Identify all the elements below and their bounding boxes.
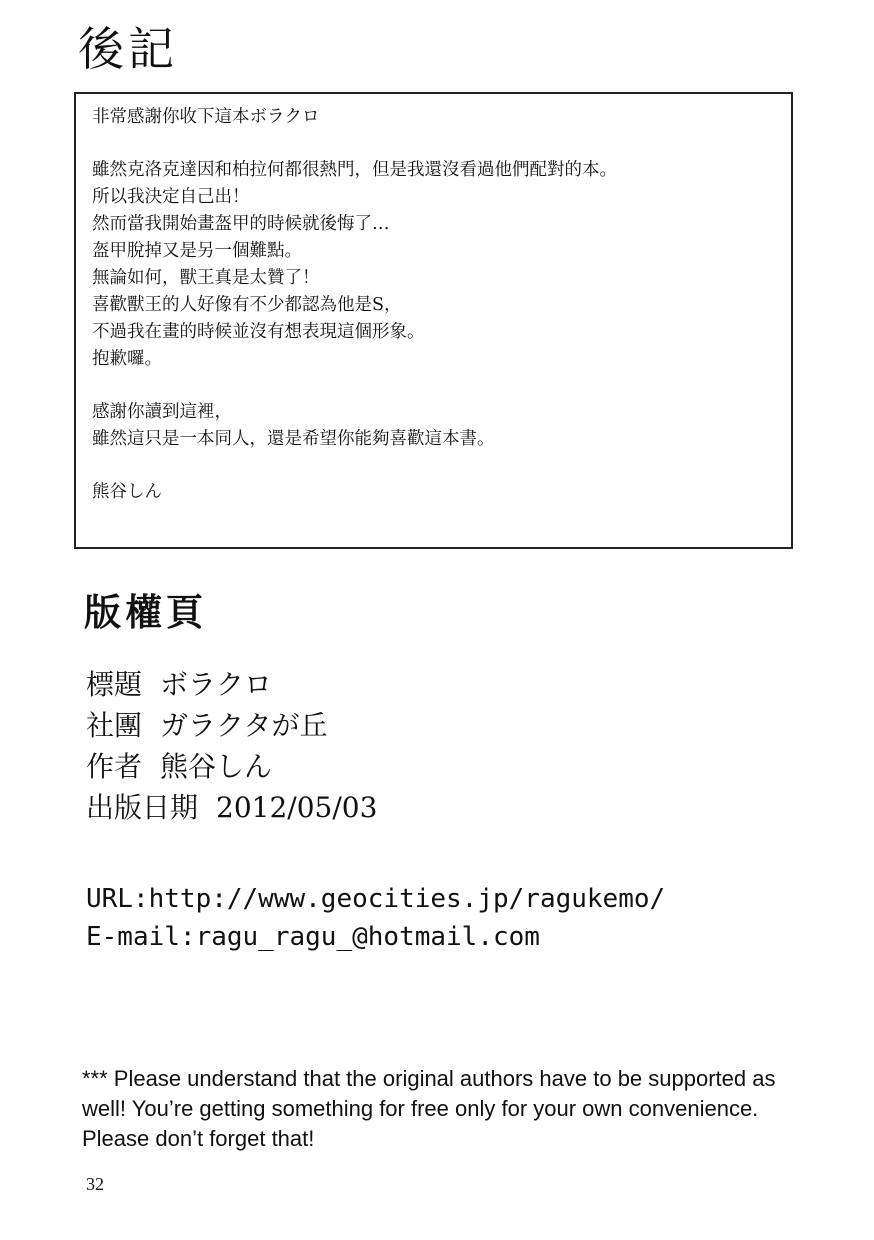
colophon-list — [86, 664, 377, 828]
colophon-label: 社團 — [86, 709, 143, 742]
url-line: URL:http://www.geocities.jp/ragukemo/ — [86, 884, 666, 914]
disclaimer-text: *** Please understand that the original authors have to be supported as well! You’re getting something for free only for your own convenience. Please don’t forget that! — [82, 1066, 776, 1151]
afterword-line: 抱歉囉。 — [92, 349, 162, 369]
afterword-line: 感謝你讀到這裡， — [92, 402, 232, 422]
colophon-label: 作者 — [86, 750, 143, 783]
afterword-line: 雖然克洛克達因和柏拉何都很熱門，但是我還沒看過他們配對的本。 — [92, 160, 617, 180]
contact-block — [86, 880, 665, 956]
afterword-line: 然而當我開始畫盔甲的時候就後悔了… — [92, 214, 390, 234]
colophon-title: 版權頁 — [84, 591, 207, 634]
colophon-row-date — [86, 787, 377, 828]
afterword-signature: 熊谷しん — [92, 482, 162, 502]
email-line: E-mail:ragu_ragu_@hotmail.com — [86, 922, 540, 952]
afterword-line: 盔甲脫掉又是另一個難點。 — [92, 241, 302, 261]
colophon-row-circle — [86, 705, 377, 746]
page-number: 32 — [86, 1174, 104, 1194]
colophon-row-title — [86, 664, 377, 705]
afterword-line: 無論如何，獸王真是太贊了！ — [92, 268, 320, 288]
afterword-title: 後記 — [78, 22, 178, 76]
afterword-line: 喜歡獸王的人好像有不少都認為他是S， — [92, 295, 402, 315]
colophon-row-author — [86, 746, 377, 787]
afterword-body — [92, 104, 782, 506]
afterword-line: 不過我在畫的時候並沒有想表現這個形象。 — [92, 322, 425, 342]
colophon-label: 出版日期 — [86, 791, 199, 824]
afterword-line: 所以我決定自己出！ — [92, 187, 250, 207]
colophon-value: ボラクロ — [160, 668, 273, 701]
afterword-line: 非常感謝你收下這本ボラクロ — [92, 107, 320, 127]
afterword-line: 雖然這只是一本同人，還是希望你能夠喜歡這本書。 — [92, 429, 495, 449]
colophon-value: ガラクタが丘 — [160, 709, 328, 742]
colophon-value: 2012/05/03 — [216, 791, 378, 824]
colophon-value: 熊谷しん — [160, 750, 273, 783]
colophon-label: 標題 — [86, 668, 143, 701]
